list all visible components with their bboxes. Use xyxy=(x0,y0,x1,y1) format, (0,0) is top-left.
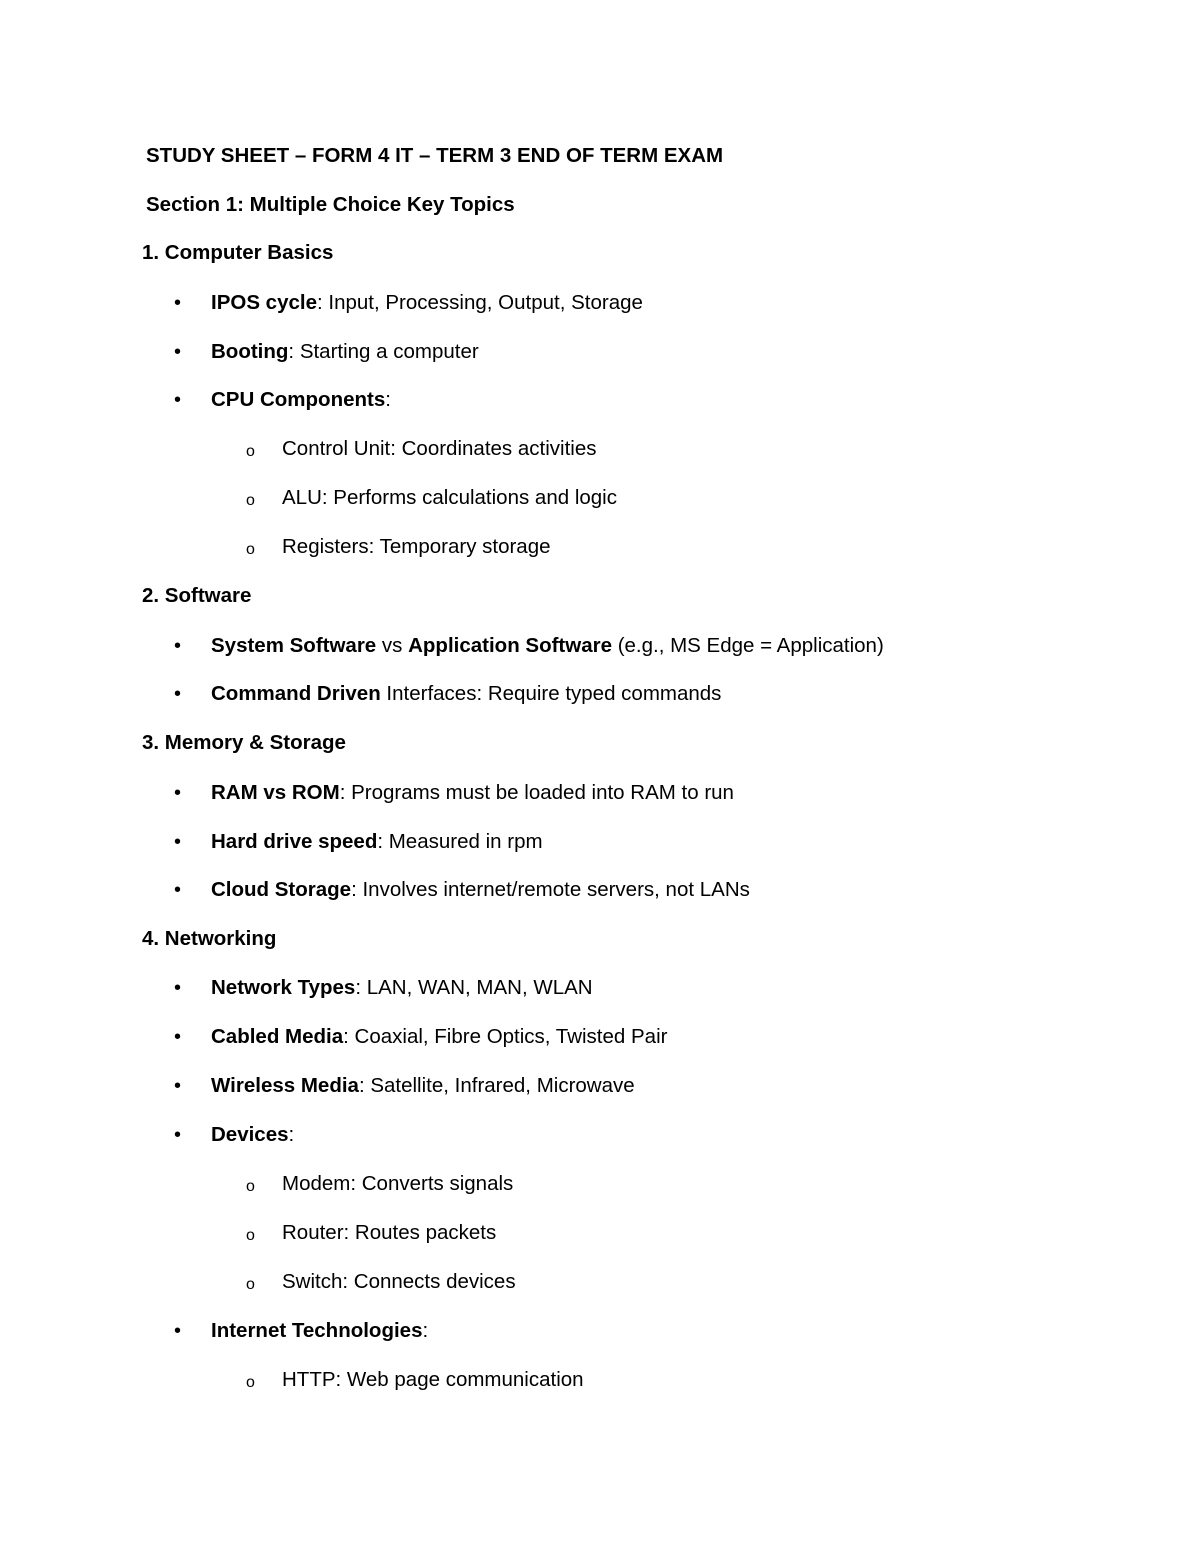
bullet: • xyxy=(174,782,182,804)
sub-list-item: Control Unit: Coordinates activities xyxy=(282,437,597,460)
list-item: Hard drive speed: Measured in rpm xyxy=(211,830,543,853)
document-title: STUDY SHEET – FORM 4 IT – TERM 3 END OF TERM EXAM xyxy=(146,144,724,167)
sub-list-item: HTTP: Web page communication xyxy=(282,1368,584,1391)
list-item: IPOS cycle: Input, Processing, Output, Storage xyxy=(211,291,643,314)
topic-heading-memory-storage: 3. Memory & Storage xyxy=(142,731,346,754)
sub-list-item: ALU: Performs calculations and logic xyxy=(282,486,617,509)
list-item: Cabled Media: Coaxial, Fibre Optics, Twisted Pair xyxy=(211,1025,668,1048)
list-item: Command Driven Interfaces: Require typed commands xyxy=(211,682,722,705)
sub-list-item: Registers: Temporary storage xyxy=(282,535,551,558)
sub-bullet: o xyxy=(246,1374,255,1391)
list-item: Cloud Storage: Involves internet/remote servers, not LANs xyxy=(211,878,750,901)
bullet: • xyxy=(174,292,182,314)
sub-bullet: o xyxy=(246,1227,255,1244)
list-item: Booting: Starting a computer xyxy=(211,340,479,363)
topic-heading-computer-basics: 1. Computer Basics xyxy=(142,241,334,264)
list-item: Network Types: LAN, WAN, MAN, WLAN xyxy=(211,976,593,999)
section-heading: Section 1: Multiple Choice Key Topics xyxy=(146,193,515,216)
bullet: • xyxy=(174,1124,182,1146)
bullet: • xyxy=(174,389,182,411)
list-item: Internet Technologies: xyxy=(211,1319,429,1342)
sub-bullet: o xyxy=(246,1276,255,1293)
sub-bullet: o xyxy=(246,1178,255,1195)
sub-bullet: o xyxy=(246,492,255,509)
sub-bullet: o xyxy=(246,443,255,460)
bullet: • xyxy=(174,879,182,901)
bullet: • xyxy=(174,831,182,853)
list-item: System Software vs Application Software (e.g., MS Edge = Application) xyxy=(211,634,884,657)
bullet: • xyxy=(174,1026,182,1048)
sub-list-item: Switch: Connects devices xyxy=(282,1270,516,1293)
bullet: • xyxy=(174,683,182,705)
topic-heading-networking: 4. Networking xyxy=(142,927,277,950)
sub-bullet: o xyxy=(246,541,255,558)
sub-list-item: Modem: Converts signals xyxy=(282,1172,514,1195)
list-item: CPU Components: xyxy=(211,388,391,411)
bullet: • xyxy=(174,341,182,363)
sub-list-item: Router: Routes packets xyxy=(282,1221,497,1244)
topic-heading-software: 2. Software xyxy=(142,584,252,607)
list-item: RAM vs ROM: Programs must be loaded into RAM to run xyxy=(211,781,734,804)
list-item: Devices: xyxy=(211,1123,295,1146)
bullet: • xyxy=(174,635,182,657)
bullet: • xyxy=(174,1320,182,1342)
list-item: Wireless Media: Satellite, Infrared, Microwave xyxy=(211,1074,635,1097)
bullet: • xyxy=(174,1075,182,1097)
bullet: • xyxy=(174,977,182,999)
